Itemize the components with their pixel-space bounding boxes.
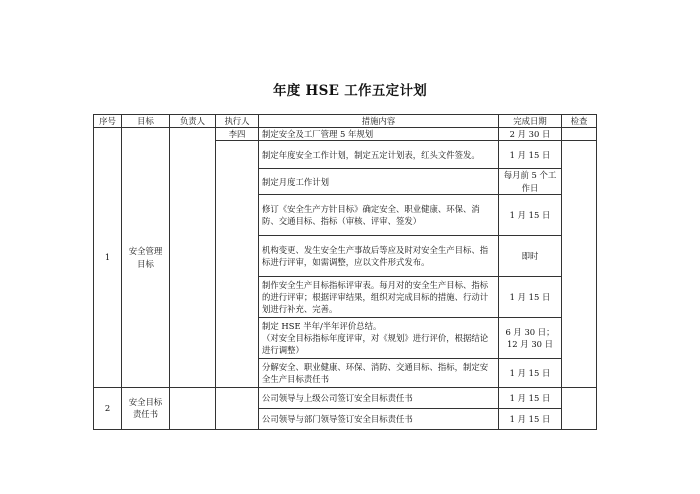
measure-cell: 公司领导与部门领导签订安全目标责任书	[259, 408, 499, 429]
table-row	[94, 128, 597, 141]
measure-cell: 公司领导与上级公司签订安全目标责任书	[259, 387, 499, 408]
date-cell: 1 月 15 日	[499, 358, 562, 387]
date-cell: 1 月 15 日	[499, 387, 562, 408]
measure-cell: 制定 HSE 半年/半年评价总结。 （对安全目标指标年度评审，对《规划》进行评价，根据结论进行调整）	[259, 317, 499, 358]
header-check: 检查	[562, 115, 597, 128]
section-no: 2	[94, 387, 122, 429]
measure-cell: 制定安全及工厂管理 5 年规划	[259, 128, 499, 141]
document-title: 年度 HSE 工作五定计划	[272, 83, 428, 99]
header-owner: 负责人	[170, 115, 216, 128]
header-measure: 措施内容	[259, 115, 499, 128]
measure-cell: 制作安全生产目标指标评审表。每月对的安全生产目标、指标的进行评审；根据评审结果，组织对完成目标的措施、行动计划进行补充、完善。	[259, 276, 499, 317]
owner-cell	[170, 128, 216, 388]
check-cell	[562, 387, 597, 429]
date-cell: 1 月 15 日	[499, 408, 562, 429]
date-cell: 1 月 15 日	[499, 141, 562, 169]
header-executor: 执行人	[216, 115, 259, 128]
header-row	[94, 115, 597, 128]
owner-cell	[170, 387, 216, 429]
measure-cell: 分解安全、职业健康、环保、消防、交通目标、指标，制定安全生产目标责任书	[259, 358, 499, 387]
executor-cell: 李四	[216, 128, 259, 141]
check-cell	[562, 141, 597, 387]
section-no: 1	[94, 128, 122, 388]
plan-table	[93, 114, 597, 430]
check-cell	[562, 128, 597, 141]
measure-cell: 制定年度安全工作计划，制定五定计划表，红头文件签发。	[259, 141, 499, 169]
header-goal: 目标	[122, 115, 170, 128]
measure-cell: 修订《安全生产方针目标》确定安全、职业健康、环保、消防、交通目标、指标（审核、评审、签发）	[259, 194, 499, 235]
measure-cell: 制定月度工作计划	[259, 169, 499, 194]
date-cell: 每月前 5 个工作日	[499, 169, 562, 194]
section-goal: 安全管理 目标	[122, 128, 170, 388]
section-goal: 安全目标 责任书	[122, 387, 170, 429]
measure-cell: 机构变更、发生安全生产事故后等应及时对安全生产目标、指标进行评审，如需调整，应以文件形式发布。	[259, 235, 499, 276]
date-cell: 即时	[499, 235, 562, 276]
date-cell: 1 月 15 日	[499, 276, 562, 317]
header-no: 序号	[94, 115, 122, 128]
header-date: 完成日期	[499, 115, 562, 128]
executor-cell	[216, 141, 259, 387]
date-cell: 1 月 15 日	[499, 194, 562, 235]
date-cell: 2 月 30 日	[499, 128, 562, 141]
table-row	[94, 387, 597, 408]
executor-cell	[216, 387, 259, 429]
date-cell: 6 月 30 日；12 月 30 日	[499, 317, 562, 358]
